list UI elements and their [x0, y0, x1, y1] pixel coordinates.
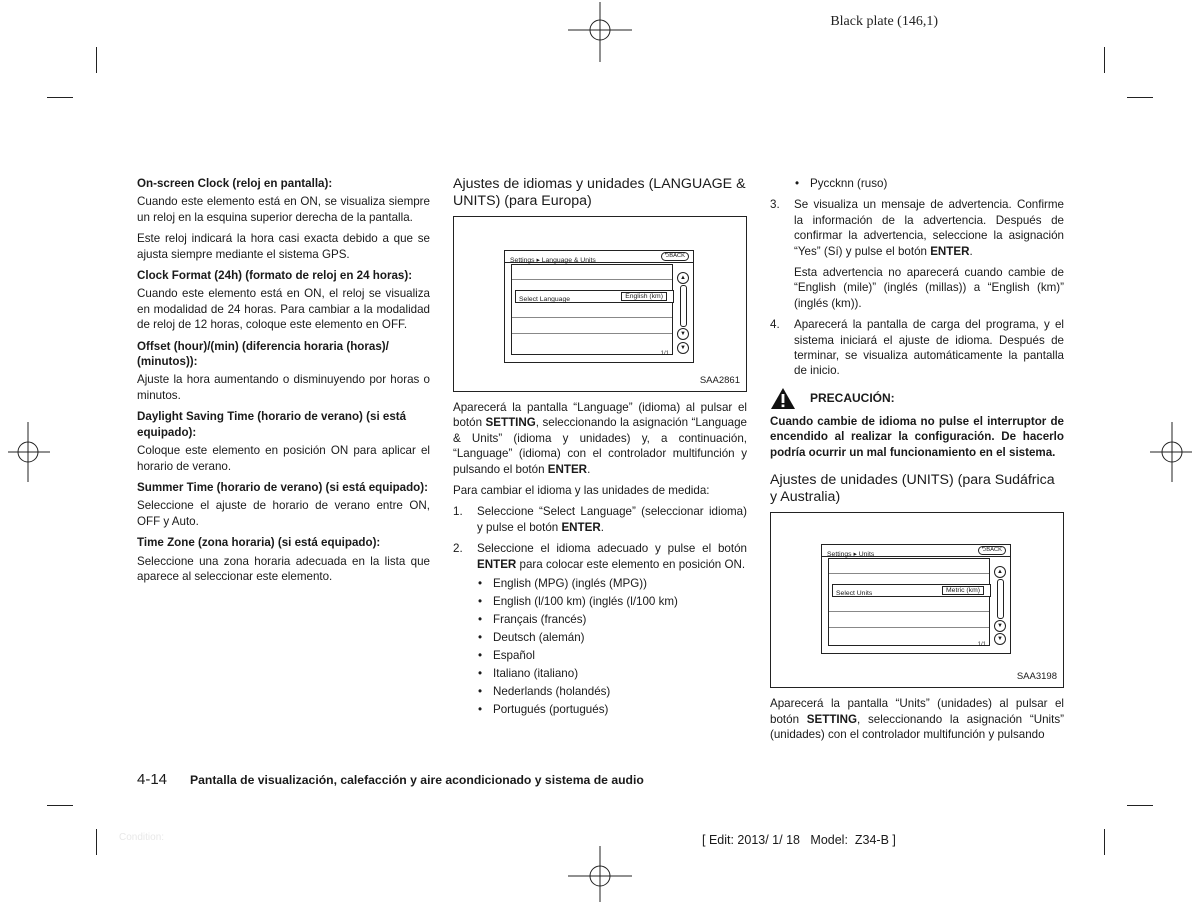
text-run: Seleccione el idioma adecuado y pulse el botón — [477, 542, 747, 556]
section-title: Ajustes de idiomas y unidades (LANGUAGE & UNITS) (para Europa) — [453, 176, 746, 209]
caution-title: PRECAUCIÓN: — [810, 390, 895, 405]
language-item: • Deutsch (alemán) — [477, 630, 747, 645]
figure-code: SAA3198 — [1016, 670, 1057, 682]
setting-entry — [137, 480, 430, 529]
language-item: • Italiano (italiano) — [477, 666, 747, 681]
crop-mark — [1127, 805, 1153, 806]
enter-button-ref: ENTER — [561, 520, 601, 534]
step-number: 4. — [770, 318, 780, 332]
back-button: ⮌BACK — [661, 252, 689, 261]
selected-row — [515, 290, 674, 303]
text-run: Seleccione “Select Language” (seleccionar idioma) y pulse el botón — [477, 505, 747, 534]
language-screen — [504, 250, 694, 363]
language-item: • Pyccknn (ruso) — [794, 176, 1064, 191]
text-run: Aparecerá la pantalla “Units” (unidades) al pulsar el botón — [770, 697, 1064, 726]
figure-code: SAA2861 — [699, 374, 740, 386]
text-run: . — [600, 520, 604, 534]
text-run: Se visualiza un mensaje de advertencia. Confirme la información de la advertencia. Después de confirmar la advertencia, seleccione la asignación “Yes” (Sí) y pulse el botón — [794, 198, 1064, 258]
crop-mark — [47, 97, 73, 98]
crop-mark — [47, 805, 73, 806]
paragraph: Este reloj indicará la hora casi exacta debido a que se ajusta siempre mediante el sistema GPS. — [137, 232, 430, 261]
caution-header — [770, 387, 1064, 410]
crop-mark — [1104, 47, 1105, 73]
list-divider — [512, 333, 672, 334]
condition-label: Condition: — [119, 832, 165, 843]
step-item — [770, 197, 1064, 311]
crop-mark — [1104, 829, 1105, 855]
left-column — [137, 176, 430, 590]
scroll-end-icon: ▼ — [677, 342, 689, 354]
step-item — [453, 541, 747, 717]
scroll-up-icon: ▲ — [677, 272, 689, 284]
paragraph: Cuando este elemento está en ON, se visualiza siempre un reloj en la esquina superior derecha de la pantalla. — [137, 195, 430, 224]
screen-header — [505, 251, 693, 263]
text-run: para colocar este elemento en posición ON. — [516, 557, 746, 571]
scroll-end-icon: ▼ — [994, 633, 1006, 645]
registration-mark-icon — [1148, 420, 1196, 484]
enter-button-ref: ENTER — [930, 244, 970, 258]
warning-triangle-icon — [770, 387, 796, 410]
outro-paragraph — [770, 696, 1064, 742]
chapter-title: Pantalla de visualización, calefacción y aire acondicionado y sistema de audio — [190, 773, 644, 787]
scroll-down-icon: ▼ — [994, 620, 1006, 632]
list-divider — [829, 627, 989, 628]
registration-mark-icon — [566, 846, 634, 902]
language-item: • English (MPG) (inglés (MPG)) — [477, 576, 747, 591]
setting-entry — [137, 409, 430, 474]
scroll-rail — [997, 579, 1004, 619]
edit-info: [ Edit: 2013/ 1/ 18 Model: Z34-B ] — [702, 833, 896, 847]
paragraph: Cuando este elemento está en ON, el reloj se visualiza en modalidad de 24 horas. Para cambiar a la modalidad de reloj de 12 horas, coloque este elemento en OFF. — [137, 287, 430, 332]
middle-column — [453, 176, 747, 723]
text-run: , seleccionando la asignación “Language & Units” (idioma y unidades) y, a continuación, “Language” (idioma) con el controlador multifunción y pulsando el botón — [453, 416, 747, 476]
setting-heading: Summer Time (horario de verano) (si está equipado): — [137, 480, 428, 494]
steps-list — [453, 504, 747, 717]
back-label: BACK — [986, 547, 1002, 554]
breadcrumb: Settings ▸ Units — [827, 551, 875, 559]
step-note: Esta advertencia no aparecerá cuando cambie de “English (mile)” (inglés (millas)) a “English (km)” (inglés (km)). — [794, 266, 1064, 310]
list-divider — [512, 317, 672, 318]
language-value: English (km) — [621, 292, 667, 301]
list-divider — [512, 279, 672, 280]
text-run: . — [969, 244, 973, 258]
steps-list-continued — [770, 197, 1064, 378]
selected-row — [832, 584, 991, 597]
plate-label: Black plate (146,1) — [830, 14, 938, 29]
step-item — [770, 317, 1064, 379]
setting-heading: Clock Format (24h) (formato de reloj en 24 horas): — [137, 269, 413, 283]
list-divider — [829, 573, 989, 574]
language-item: • Portugués (portugués) — [477, 702, 747, 717]
setting-heading: Daylight Saving Time (horario de verano) (si está equipado): — [137, 410, 407, 439]
text-run: Aparecerá la pantalla de carga del programa, y el sistema iniciará el ajuste de idioma. Después de terminar, se visualiza automáticamente la pantalla de inicio. — [794, 318, 1064, 378]
enter-button-ref: ENTER — [547, 462, 588, 476]
registration-mark-icon — [566, 2, 634, 62]
text-run: Aparecerá la pantalla “Language” (idioma) al pulsar el botón — [453, 401, 747, 430]
crop-mark — [96, 829, 97, 855]
language-screen-figure — [453, 216, 747, 392]
units-screen — [821, 544, 1011, 654]
screen-list — [828, 558, 990, 646]
language-list-continued — [794, 176, 1064, 191]
paragraph: Seleccione una zona horaria adecuada en la lista que aparece al seleccionar este elemento. — [137, 554, 430, 583]
setting-heading: On-screen Clock (reloj en pantalla): — [137, 177, 333, 190]
breadcrumb: Settings ▸ Language & Units — [510, 257, 596, 264]
caution-text: Cuando cambie de idioma no pulse el interruptor de encendido al realizar la configuración. De hacerlo podría ocurrir un mal funcionamiento en el sistema. — [770, 414, 1064, 459]
paragraph: Coloque este elemento en posición ON para aplicar el horario de verano. — [137, 444, 430, 473]
scroll-up-icon: ▲ — [994, 566, 1006, 578]
units-screen-figure — [770, 512, 1064, 688]
right-column — [770, 176, 1064, 748]
back-label: BACK — [669, 253, 685, 259]
section-title: Ajustes de unidades (UNITS) (para Sudáfrica y Australia) — [770, 472, 1055, 506]
step-number: 1. — [453, 505, 463, 519]
intro-paragraph — [453, 400, 747, 477]
select-language-label: Select Language — [519, 296, 571, 303]
crop-mark — [96, 47, 97, 73]
text-run: , seleccionando la asignación “Units” (unidades) con el controlador multifunción y pulsando — [770, 712, 1065, 741]
setting-entry — [137, 535, 430, 584]
screen-header — [822, 545, 1010, 557]
language-item: • Nederlands (holandés) — [477, 684, 747, 699]
registration-mark-icon — [4, 420, 52, 484]
language-item: • English (l/100 km) (inglés (l/100 km) — [477, 594, 747, 609]
list-divider — [829, 611, 989, 612]
step-number: 2. — [453, 542, 463, 556]
language-list — [477, 576, 747, 717]
enter-button-ref: ENTER — [477, 557, 517, 571]
text-run: . — [587, 462, 591, 476]
instruction: Para cambiar el idioma y las unidades de medida: — [453, 484, 710, 498]
units-value: Metric (km) — [942, 586, 984, 595]
setting-entry — [137, 176, 430, 262]
setting-entry — [137, 268, 430, 333]
page-indicator: 1/1 — [977, 641, 986, 648]
setting-button-ref: SETTING — [806, 712, 858, 726]
paragraph: Ajuste la hora aumentando o disminuyendo por horas o minutos. — [137, 373, 430, 402]
scroll-rail — [680, 285, 687, 327]
screen-list — [511, 264, 673, 355]
step-item — [453, 504, 747, 535]
setting-button-ref: SETTING — [485, 416, 536, 430]
scroll-down-icon: ▼ — [677, 328, 689, 340]
back-button: ⮌BACK — [978, 546, 1006, 555]
page-indicator: 1/1 — [660, 350, 669, 357]
step-number: 3. — [770, 198, 780, 212]
setting-heading: Offset (hour)/(min) (diferencia horaria (horas)/ (minutos)): — [137, 339, 389, 369]
setting-entry — [137, 339, 430, 404]
select-units-label: Select Units — [836, 590, 873, 598]
language-item: • Français (francés) — [477, 612, 747, 627]
paragraph: Seleccione el ajuste de horario de verano entre ON, OFF y Auto. — [137, 499, 430, 528]
page-number: 4-14 — [137, 771, 168, 788]
crop-mark — [1127, 97, 1153, 98]
setting-heading: Time Zone (zona horaria) (si está equipado): — [137, 536, 381, 550]
language-item: • Español — [477, 648, 747, 663]
